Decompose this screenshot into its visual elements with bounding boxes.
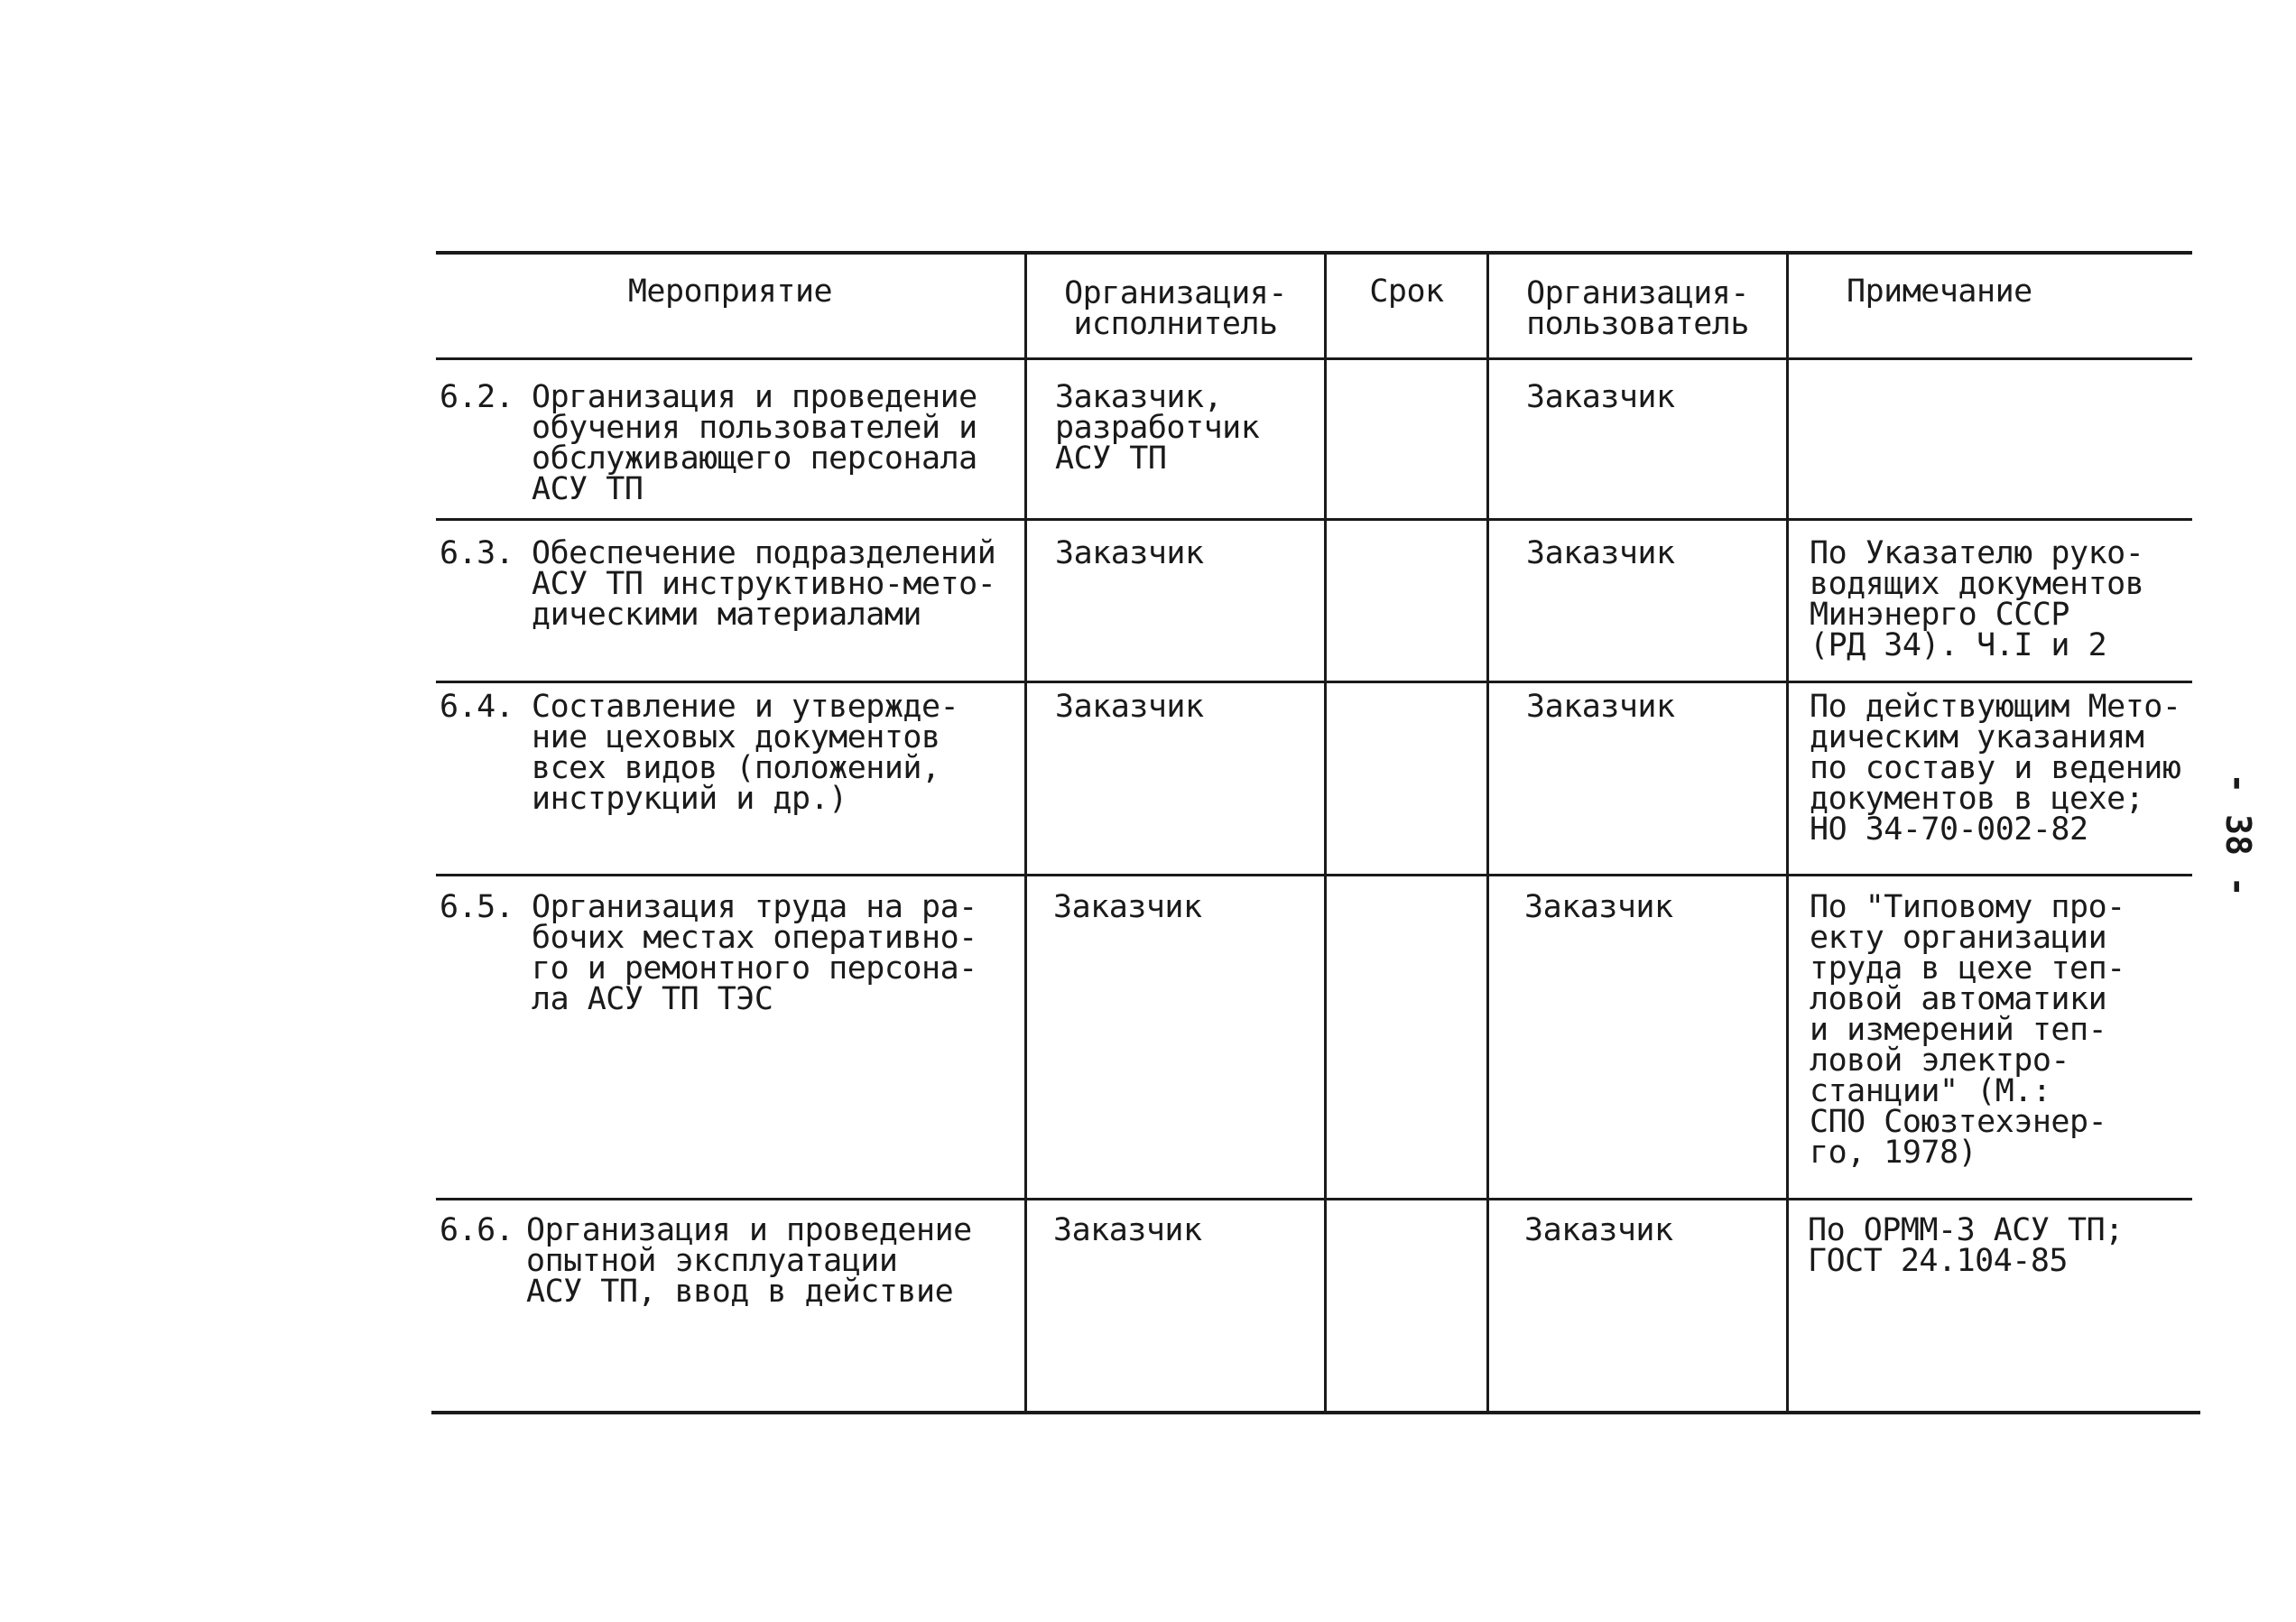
column-divider	[1324, 251, 1327, 1413]
row-event: Составление и утвержде- ние цеховых документов всех видов (положений, инструкций и др.)	[532, 689, 959, 817]
row-user: Заказчик	[1526, 535, 1675, 571]
page-number: - 38 -	[2218, 773, 2258, 897]
row-note: По Указателю руко- водящих документов Минэнерго СССР (РД 34). Ч.I и 2	[1810, 535, 2144, 663]
row-user: Заказчик	[1526, 689, 1675, 725]
row-number: 6.3.	[440, 535, 514, 571]
row-executor: Заказчик	[1055, 689, 1204, 725]
row-executor: Заказчик	[1053, 889, 1202, 925]
column-divider	[1486, 251, 1489, 1413]
row-event: Организация и проведение обучения пользователей и обслуживающего персонала АСУ ТП	[532, 379, 977, 507]
row-number: 6.4.	[440, 689, 514, 725]
row-number: 6.6.	[440, 1212, 514, 1248]
row-executor: Заказчик	[1053, 1212, 1202, 1248]
header-bottom-rule	[436, 357, 2192, 360]
header-event: Мероприятие	[627, 273, 833, 310]
row-user: Заказчик	[1524, 1212, 1673, 1248]
row-event: Организация труда на ра- бочих местах оперативно- го и ремонтного персона- ла АСУ ТП ТЭС	[532, 889, 977, 1017]
row-number: 6.5.	[440, 889, 514, 925]
column-divider	[1786, 251, 1789, 1413]
header-term: Срок	[1369, 273, 1444, 310]
header-user: Организация- пользователь	[1526, 275, 1749, 342]
table-top-rule	[436, 251, 2192, 255]
row-rule	[436, 874, 2192, 876]
row-user: Заказчик	[1526, 379, 1675, 415]
header-executor: Организация- исполнитель	[1064, 275, 1287, 342]
row-note: По действующим Мето- дическим указаниям по составу и ведению документов в цехе; НО 34-70-002-82	[1810, 689, 2181, 848]
row-rule	[436, 681, 2192, 683]
row-rule	[436, 1198, 2192, 1200]
table-bottom-rule	[431, 1411, 2200, 1414]
row-note: По "Типовому про- екту организации труда в цехе теп- ловой автоматики и измерений теп- ловой электро- станции" (М.: СПО Союзтехэнер- го, 1978)	[1810, 889, 2125, 1171]
row-rule	[436, 518, 2192, 521]
row-executor: Заказчик	[1055, 535, 1204, 571]
column-divider	[1024, 251, 1027, 1413]
row-executor: Заказчик, разработчик АСУ ТП	[1055, 379, 1260, 477]
row-note: По ОРММ-3 АСУ ТП; ГОСТ 24.104-85	[1808, 1212, 2124, 1279]
row-user: Заказчик	[1524, 889, 1673, 925]
row-event: Обеспечение подразделений АСУ ТП инструктивно-мето- дическими материалами	[532, 535, 996, 633]
row-event: Организация и проведение опытной эксплуатации АСУ ТП, ввод в действие	[526, 1212, 972, 1310]
header-note: Примечание	[1847, 273, 2032, 310]
row-number: 6.2.	[440, 379, 514, 415]
